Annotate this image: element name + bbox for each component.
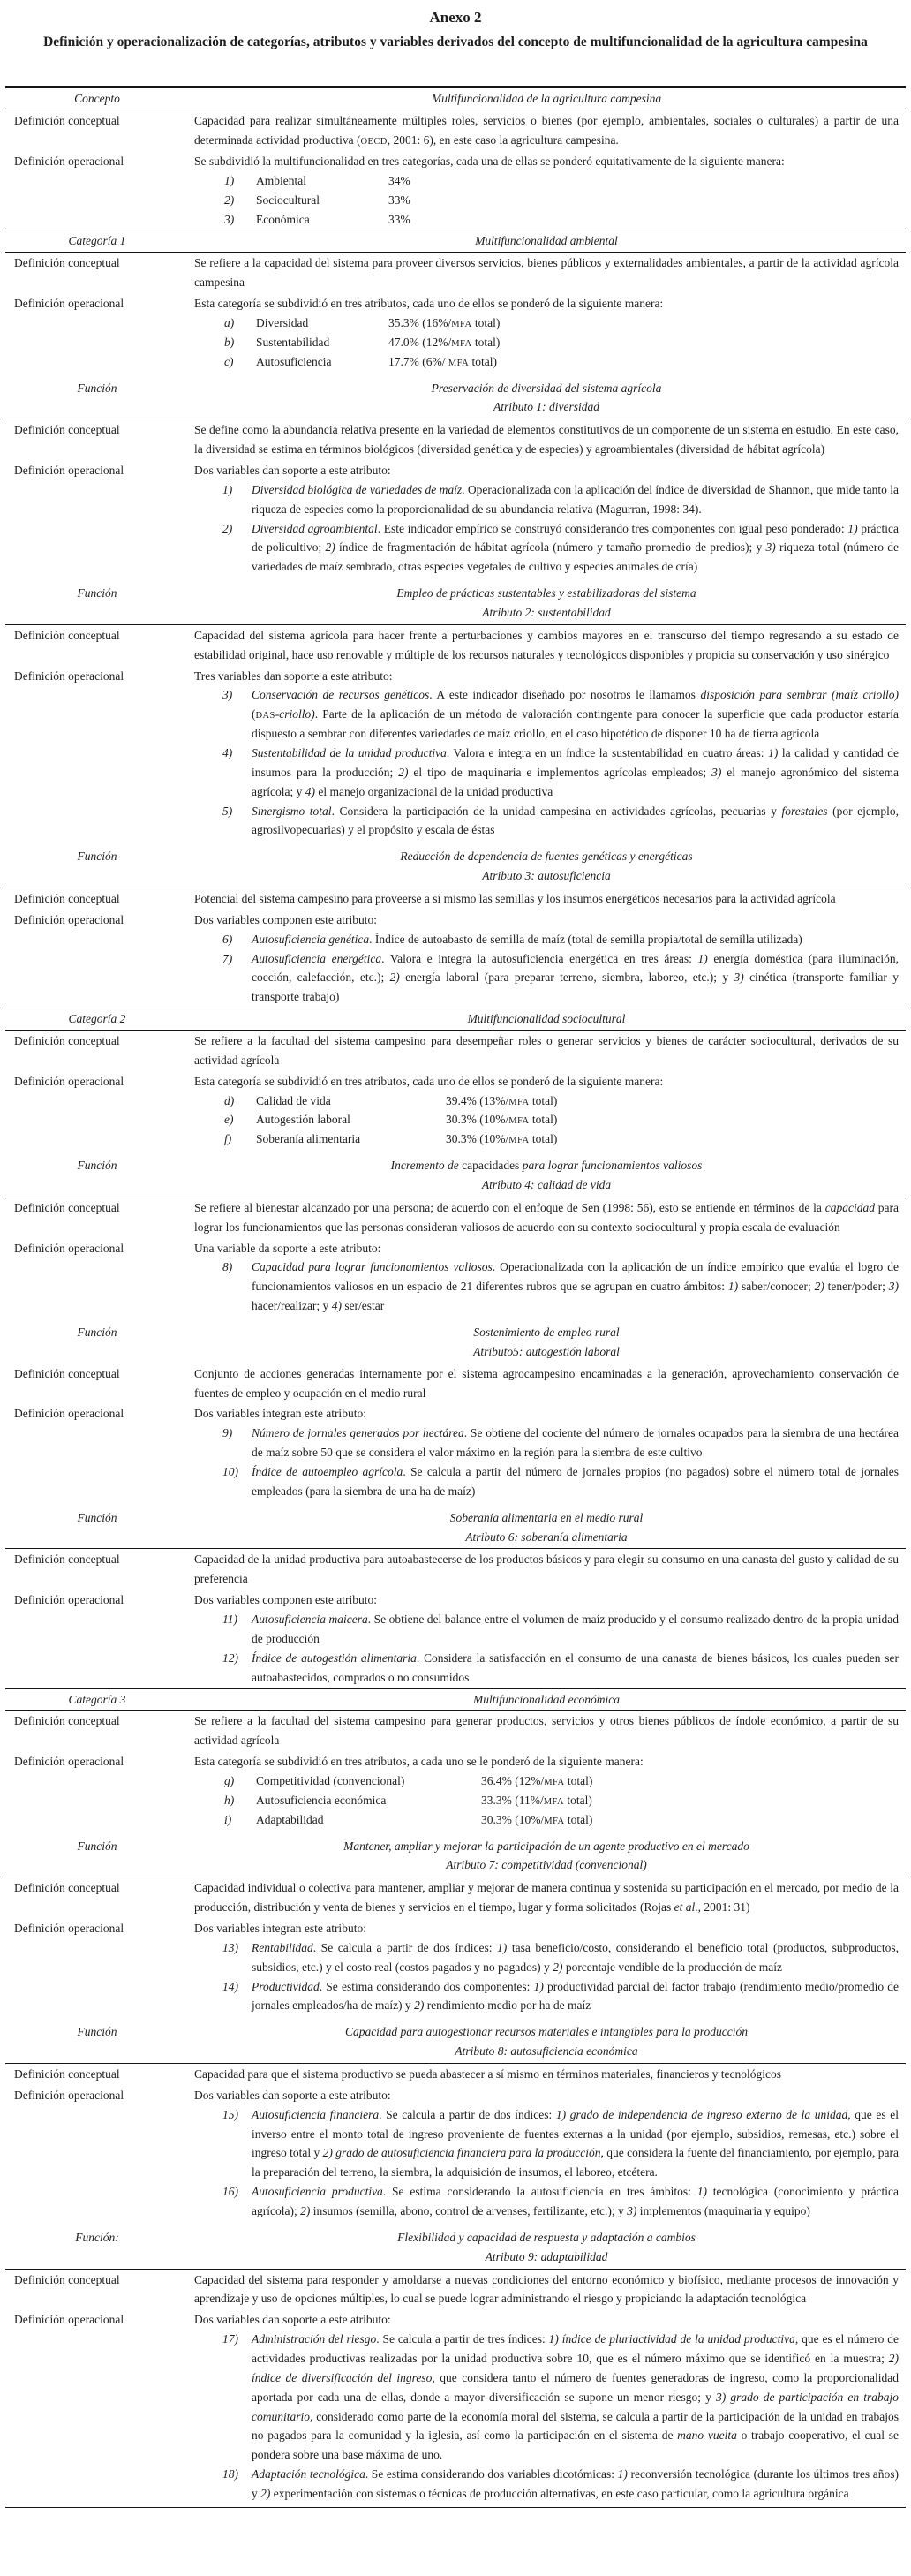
- row-content: [192, 625, 906, 666]
- weight-item-value: 35.3% (16%/MFA total): [388, 315, 501, 329]
- variable-item-marker: 7): [222, 951, 233, 965]
- variable-item: [222, 685, 899, 744]
- variable-item: [222, 1610, 899, 1649]
- weight-item-name: Soberanía alimentaria: [256, 1132, 361, 1146]
- table-row: [5, 2309, 906, 2504]
- atributo-name: Atributo 8: autosuficiencia económica: [455, 2044, 638, 2059]
- variable-item-text: Autosuficiencia genética. Índice de autoabasto de semilla de maíz (total de semilla propia/total de semilla utilizada): [252, 932, 802, 946]
- row-content: [192, 460, 906, 578]
- variable-item-text: Diversidad biológica de variedades de maíz. Operacionalizada con la aplicación del índice de diversidad de Shannon, que mide tanto la riqueza de especies como la proporcionalidad de su abundancia relativa (Magurran, 1998: 34).: [252, 482, 899, 516]
- row-content: [192, 419, 906, 460]
- definition-text: Tres variables dan soporte a este atributo:: [194, 669, 393, 683]
- definition-text: Capacidad para realizar simultáneamente múltiples roles, servicios o bienes (por ejemplo, ambientales, sociales o culturales) a partir de una determinada actividad productiva (OECD, 2001: 6), en este caso la agricultura campesina.: [194, 114, 899, 147]
- row-label: Función: [77, 381, 117, 395]
- weight-item-marker: g): [224, 1773, 235, 1787]
- row-label: Definición conceptual: [14, 2272, 120, 2286]
- row-label: Función: [77, 1510, 117, 1524]
- variable-item-text: Índice de autoempleo agrícola. Se calcula a partir del número de jornales propios (no pagados) sobre el número total de jornales empleados (para la siembra de una ha de maíz): [252, 1465, 899, 1498]
- table-row: [5, 1197, 906, 1238]
- row-label: Definición operacional: [14, 463, 124, 477]
- variable-list: [194, 2105, 899, 2221]
- variable-item-marker: 13): [222, 1940, 238, 1954]
- definition-text: Capacidad de la unidad productiva para autoabastecerse de los productos básicos y para elegir su consumo en una canasta del gusto y calidad de su preferencia: [194, 1552, 899, 1586]
- weight-item-marker: c): [224, 354, 234, 368]
- atributo-name: Atributo5: autogestión laboral: [473, 1344, 620, 1358]
- row-content: [192, 1502, 906, 1549]
- variable-list: [194, 2330, 899, 2504]
- table-row: [5, 1711, 906, 1751]
- variable-item-marker: 12): [222, 1651, 238, 1665]
- funcion-name: Reducción de dependencia de fuentes genéticas y energéticas: [400, 850, 693, 864]
- variable-item-text: Autosuficiencia maicera. Se obtiene del balance entre el volumen de maíz producido y el consumo realizado dentro de la propia unidad de producción: [252, 1613, 899, 1645]
- row-label: Función: [77, 850, 117, 864]
- variable-item: [222, 2182, 899, 2221]
- definition-text: Se refiere a la facultad del sistema campesino para desempeñar roles o generar servicios y bienes de carácter sociocultural, derivados de su actividad agrícola: [194, 1034, 899, 1067]
- row-label: Categoría 1: [68, 234, 126, 248]
- variable-item-text: Sinergismo total. Considera la participación de la unidad campesina en actividades agrícolas, pecuarias y forestales (por ejemplo, agrosilvopecuarias) y el propósito y escala de éstas: [252, 804, 899, 837]
- row-content: [192, 373, 906, 419]
- variable-item-marker: 15): [222, 2107, 238, 2121]
- row-label: Función:: [75, 2230, 119, 2244]
- weight-item-name: Económica: [256, 212, 310, 226]
- weight-item-marker: e): [224, 1113, 234, 1127]
- variable-item: [222, 2465, 899, 2504]
- table-row: [5, 2016, 906, 2064]
- variable-item-marker: 9): [222, 1426, 233, 1440]
- definition-text: Se refiere al bienestar alcanzado por una persona; de acuerdo con el enfoque de Sen (1998: 56), esto se entiende en términos de la capacidad para lograr los funcionamientos que las personas consideran valiosos de acuerdo con su contexto sociocultural y propia escala de evaluación: [194, 1200, 900, 1234]
- row-content: [192, 1031, 906, 1071]
- definition-text: Esta categoría se subdividió en tres atributos, cada uno de ellos se ponderó de la siguiente manera:: [194, 297, 664, 311]
- weight-item-value: 30.3% (10%/MFA total): [446, 1113, 558, 1127]
- row-label: Función: [77, 1839, 117, 1853]
- row-label: Definición operacional: [14, 297, 124, 311]
- weight-list: [194, 314, 899, 372]
- weight-item-name: Autosuficiencia económica: [256, 1793, 387, 1807]
- definition-text: Capacidad para que el sistema productivo se pueda abastecer a sí mismo en términos materiales, financieros y tecnológicos: [194, 2066, 782, 2081]
- row-label: Función: [77, 1326, 117, 1340]
- row-content: [192, 2222, 906, 2269]
- table-row: [5, 1502, 906, 1550]
- row-label: Definición operacional: [14, 1755, 124, 1769]
- table-row: [5, 1150, 906, 1197]
- row-label: Definición operacional: [14, 1074, 124, 1088]
- row-content: [192, 841, 906, 888]
- row-content: Multifuncionalidad ambiental: [475, 234, 618, 248]
- table-row: [5, 2064, 906, 2085]
- weight-item-value: 39.4% (13%/MFA total): [446, 1093, 558, 1107]
- table-row: [5, 373, 906, 420]
- table-row: [5, 87, 906, 110]
- row-content: [192, 910, 906, 1008]
- variable-item-text: Autosuficiencia financiera. Se calcula a partir de dos índices: 1) grado de independencia de ingreso externo de la unidad, que es el inverso entre el monto total de ingreso proveniente de fuentes externas a la unidad (por ejemplo, subsidios, remesas, etc.) sobre el ingreso total y 2) grado de autosuficiencia financiera para la producción, que considera la fuente del financiamiento, por ejemplo, para la preparación del terreno, la siembra, la adquisición de insumos, el laboreo, etcétera.: [252, 2107, 899, 2179]
- table-row: [5, 1317, 906, 1364]
- variable-list: [194, 685, 899, 840]
- table-row: [5, 419, 906, 460]
- weight-item-marker: 1): [224, 173, 235, 187]
- variable-item: [222, 519, 899, 578]
- weight-item-value: 34%: [388, 173, 410, 187]
- row-label: Definición operacional: [14, 912, 124, 926]
- definition-text: Potencial del sistema campesino para proveerse a sí mismo las semillas y los insumos energéticos necesarios para la actividad agrícola: [194, 891, 836, 905]
- weight-item-marker: a): [224, 315, 235, 329]
- row-content: Multifuncionalidad sociocultural: [467, 1012, 626, 1026]
- definition-text: Se subdividió la multifuncionalidad en tres categorías, cada una de ellas se ponderó equitativamente de la siguiente manera:: [194, 155, 785, 169]
- table-row: [5, 578, 906, 625]
- row-content: [192, 2016, 906, 2063]
- table-row: [5, 1008, 906, 1031]
- variable-list: [194, 930, 899, 1007]
- definition-text: Dos variables dan soporte a este atributo:: [194, 2088, 391, 2102]
- row-content: [192, 578, 906, 624]
- weight-item-value: 33%: [388, 193, 410, 207]
- definition-text: Capacidad del sistema agrícola para hacer frente a perturbaciones y cambios mayores en el transcurso del tiempo regresando a su estado de estabilidad original, hace uso renovable y múltiple de los recursos naturales y tecnológicos disponibles y propicia su conservación y uso sinérgico: [194, 628, 899, 661]
- table-row: [5, 1751, 906, 1830]
- weight-item-name: Autosuficiencia: [256, 354, 332, 368]
- row-content: [192, 1751, 906, 1830]
- weight-item-value: 30.3% (10%/MFA total): [481, 1812, 593, 1826]
- row-label: Definición operacional: [14, 1921, 124, 1935]
- definition-text: Dos variables dan soporte a este atributo:: [194, 463, 391, 477]
- row-content: [192, 151, 906, 230]
- row-content: [192, 1918, 906, 2016]
- table-row: [5, 1590, 906, 1688]
- definition-text: Capacidad del sistema para responder y amoldarse a nuevas condiciones del entorno económico y biofísico, mediante procesos de innovación y aprendizaje y uso de opciones múltiples, lo cual se puede lograr administrando el riesgo y propiciando la adaptación tecnológica: [194, 2272, 899, 2306]
- definition-text: Dos variables integran este atributo:: [194, 1921, 366, 1935]
- row-content: [192, 1403, 906, 1501]
- variable-item-text: Autosuficiencia productiva. Se estima considerando la autosuficiencia en tres ámbitos: 1) tecnológica (conocimiento y práctica agrícola); 2) insumos (semilla, abono, control de arvenses, fertilizante, etc.); y 3) implementos (maquinaria y equipo): [252, 2185, 899, 2217]
- atributo-name: Atributo 9: adaptabilidad: [485, 2249, 608, 2263]
- variable-item-text: Índice de autogestión alimentaria. Considera la satisfacción en el consumo de una canasta de bienes básicos, los cuales pueden ser autoabastecidos, comprados o no consumidos: [252, 1651, 900, 1684]
- table-row: [5, 625, 906, 666]
- funcion-name: Mantener, ampliar y mejorar la participación de un agente productivo en el mercado: [343, 1839, 749, 1853]
- row-content: [192, 1549, 906, 1590]
- variable-item-marker: 4): [222, 745, 233, 759]
- funcion-name: Incremento de capacidades para lograr funcionamientos valiosos: [390, 1159, 703, 1173]
- definition-text: Dos variables componen este atributo:: [194, 912, 377, 926]
- row-label: Definición conceptual: [14, 114, 120, 128]
- row-content: [192, 2270, 906, 2310]
- variable-list: [194, 1610, 899, 1687]
- weight-item-name: Calidad de vida: [256, 1093, 331, 1107]
- row-label: Función: [77, 2025, 117, 2039]
- variable-item: [222, 1977, 899, 2016]
- row-label: Definición conceptual: [14, 1881, 120, 1895]
- weight-item-name: Sustentabilidad: [256, 335, 330, 349]
- funcion-name: Flexibilidad y capacidad de respuesta y adaptación a cambios: [397, 2230, 696, 2244]
- weight-item-value: 17.7% (6%/ MFA total): [388, 354, 497, 368]
- variable-item-marker: 2): [222, 521, 233, 535]
- weight-item-marker: h): [224, 1793, 235, 1807]
- variable-item-marker: 17): [222, 2332, 238, 2346]
- definition-text: Conjunto de acciones generadas internamente por el sistema agrocampesino encaminadas a la generación, aprovechamiento conservación de fuentes de empleo y ocupación en el medio rural: [194, 1366, 899, 1400]
- variable-item-marker: 6): [222, 932, 233, 946]
- row-content: [192, 1831, 906, 1877]
- row-content: Multifuncionalidad de la agricultura campesina: [431, 92, 662, 106]
- variable-item-text: Capacidad para lograr funcionamientos valiosos. Operacionalizada con la aplicación de un índice empírico que evalúa el logro de funcionamientos valiosos en un espacio de 21 diferentes rubros que se agrupan en cuatro ámbitos: 1) saber/conocer; 2) tener/poder; 3) hacer/realizar; y 4) ser/estar: [252, 1260, 900, 1313]
- variable-item: [222, 1258, 899, 1316]
- row-content: [192, 293, 906, 372]
- weight-item-marker: 3): [224, 212, 235, 226]
- definition-text: Se refiere a la facultad del sistema campesino para generar productos, servicios y otros bienes públicos de índole económico, a partir de su actividad agrícola: [194, 1714, 899, 1748]
- definition-text: Dos variables dan soporte a este atributo:: [194, 2313, 391, 2327]
- variable-item-text: Sustentabilidad de la unidad productiva. Valora e integra en un índice la sustentabilidad en cuatro áreas: 1) la calidad y cantidad de insumos para la producción; 2) el tipo de maquinaria e implementos agrícolas empleados; 3) el manejo agronómico del sistema agrícola; y 4) el manejo organizacional de la unidad productiva: [252, 745, 900, 798]
- variable-item-marker: 11): [222, 1613, 237, 1627]
- row-content: [192, 2309, 906, 2504]
- funcion-name: Empleo de prácticas sustentables y estabilizadoras del sistema: [396, 586, 696, 601]
- funcion-name: Preservación de diversidad del sistema agrícola: [431, 381, 662, 395]
- table-row: [5, 151, 906, 230]
- variable-item: [222, 949, 899, 1008]
- variable-item-marker: 8): [222, 1260, 233, 1274]
- table-row: [5, 230, 906, 253]
- variable-item-marker: 3): [222, 688, 233, 702]
- variable-item-text: Rentabilidad. Se calcula a partir de dos índices: 1) tasa beneficio/costo, considerando el beneficio total (productos, subproductos, subsidios, etc.) y el costo real (costos pagados y no pagados) y 2) porcentaje vendible de la producción de maíz: [252, 1940, 899, 1974]
- row-label: Función: [77, 586, 117, 601]
- row-label: Concepto: [74, 92, 120, 106]
- atributo-name: Atributo 6: soberanía alimentaria: [465, 1530, 628, 1544]
- row-content: [192, 1877, 906, 1918]
- definition-text: Esta categoría se subdividió en tres atributos, a cada uno se le ponderó de la siguiente manera:: [194, 1755, 644, 1769]
- definition-text: Se refiere a la capacidad del sistema para proveer diversos servicios, bienes públicos y externalidades ambientales, a partir de la actividad agrícola campesina: [194, 256, 899, 290]
- row-content: [192, 1590, 906, 1688]
- table-row: [5, 460, 906, 578]
- table-row: [5, 1238, 906, 1317]
- table-row: [5, 253, 906, 293]
- table-row: [5, 1031, 906, 1071]
- variable-item-marker: 5): [222, 804, 233, 818]
- table-row: [5, 1688, 906, 1711]
- variable-item-marker: 1): [222, 482, 233, 496]
- variable-item: [222, 744, 899, 802]
- table-row: [5, 2270, 906, 2310]
- row-label: Definición operacional: [14, 1407, 124, 1421]
- table-row: [5, 888, 906, 910]
- weight-item-marker: d): [224, 1093, 235, 1107]
- funcion-name: Capacidad para autogestionar recursos materiales e intangibles para la producción: [344, 2025, 749, 2039]
- variable-item-text: Número de jornales generados por hectárea. Se obtiene del cociente del número de jornales ocupados para la siembra de una hectárea de maíz sobre 50 que se considera el valor máximo en la región para la siembra de este cultivo: [252, 1426, 899, 1460]
- row-content: [192, 888, 906, 910]
- weight-item-marker: 2): [224, 193, 235, 207]
- row-label: Definición conceptual: [14, 1034, 120, 1047]
- row-label: Definición conceptual: [14, 891, 120, 905]
- row-content: Multifuncionalidad económica: [472, 1692, 621, 1706]
- variable-item: [222, 1649, 899, 1688]
- variable-item-marker: 10): [222, 1465, 238, 1479]
- row-content: [192, 1150, 906, 1197]
- row-label: Definición conceptual: [14, 1200, 120, 1214]
- weight-item-marker: f): [224, 1132, 232, 1146]
- row-label: Definición operacional: [14, 155, 124, 169]
- weight-item-marker: i): [224, 1812, 232, 1826]
- row-label: Categoría 3: [68, 1692, 126, 1706]
- variable-list: [194, 1424, 899, 1500]
- row-content: [192, 1364, 906, 1404]
- weight-item-name: Autogestión laboral: [256, 1113, 350, 1127]
- variable-item-marker: 18): [222, 2467, 238, 2482]
- table-row: [5, 910, 906, 1008]
- table-row: [5, 1549, 906, 1590]
- row-content: [192, 2085, 906, 2222]
- weight-item-name: Adaptabilidad: [256, 1812, 324, 1826]
- row-label: Definición conceptual: [14, 1552, 120, 1567]
- row-label: Definición conceptual: [14, 423, 120, 437]
- atributo-name: Atributo 4: calidad de vida: [481, 1178, 612, 1192]
- row-content: [192, 1071, 906, 1150]
- row-content: [192, 1238, 906, 1317]
- weight-item-name: Sociocultural: [256, 193, 320, 207]
- table-row: [5, 1918, 906, 2016]
- table-row: [5, 1877, 906, 1918]
- weight-item-marker: b): [224, 335, 235, 349]
- definition-table: [5, 86, 906, 2507]
- variable-item: [222, 1462, 899, 1501]
- variable-item-marker: 14): [222, 1979, 238, 1993]
- table-row: [5, 1831, 906, 1878]
- annex-subtitle: Definición y operacionalización de categorías, atributos y variables derivados del concepto de multifuncionalidad de la agricultura campesina: [43, 34, 868, 49]
- annex-title: Anexo 2: [429, 9, 482, 26]
- row-label: Definición operacional: [14, 669, 124, 683]
- row-content: [192, 253, 906, 293]
- weight-list: [194, 1092, 899, 1150]
- variable-item-marker: 16): [222, 2185, 238, 2199]
- funcion-name: Sostenimiento de empleo rural: [473, 1326, 620, 1340]
- table-row: [5, 2222, 906, 2270]
- table-row: [5, 2085, 906, 2222]
- definition-text: Una variable da soporte a este atributo:: [194, 1241, 381, 1255]
- variable-item-text: Adaptación tecnológica. Se estima considerando dos variables dicotómicas: 1) reconversión tecnológica (durante los últimos tres años) y 2) experimentación con sistemas o técnicas de producción alternativas, en este caso particular, como la agricultura orgánica: [252, 2467, 899, 2501]
- row-label: Definición conceptual: [14, 1714, 120, 1728]
- weight-item-value: 47.0% (12%/MFA total): [388, 335, 501, 349]
- variable-item-text: Productividad. Se estima considerando dos componentes: 1) productividad parcial del factor trabajo (rendimiento medio/promedio de jornales empleados/ha de maíz) y 2) rendimiento medio por ha de maíz: [252, 1979, 900, 2013]
- row-label: Definición conceptual: [14, 1366, 120, 1380]
- definition-text: Se define como la abundancia relativa presente en la variedad de elementos constitutivos de un componente de un sistema en estudio. En este caso, la diversidad se estima en términos biológicos (diversidad genética y de especies) y agroambientales (diversidad de hábitat agrícola): [194, 423, 899, 457]
- row-label: Definición operacional: [14, 2313, 124, 2327]
- title-block: [0, 9, 911, 52]
- variable-item: [222, 1424, 899, 1462]
- table-row: [5, 1364, 906, 1404]
- variable-list: [194, 1938, 899, 2015]
- atributo-name: Atributo 1: diversidad: [493, 400, 599, 414]
- row-content: [192, 666, 906, 842]
- table-row: [5, 841, 906, 888]
- row-label: Definición operacional: [14, 2088, 124, 2102]
- row-label: Definición conceptual: [14, 256, 120, 270]
- atributo-name: Atributo 2: sustentabilidad: [482, 605, 611, 619]
- weight-item-value: 30.3% (10%/MFA total): [446, 1132, 558, 1146]
- definition-text: Esta categoría se subdividió en tres atributos, cada uno de ellos se ponderó de la siguiente manera:: [194, 1074, 664, 1088]
- variable-item: [222, 802, 899, 841]
- table-row: [5, 110, 906, 151]
- funcion-name: Soberanía alimentaria en el medio rural: [449, 1510, 644, 1524]
- weight-item-value: 33%: [388, 212, 410, 226]
- variable-list: [194, 480, 899, 577]
- variable-item: [222, 2105, 899, 2182]
- definition-text: Capacidad individual o colectiva para mantener, ampliar y mejorar de manera continua y sostenida su participación en el mercado, por medio de la producción, distribución y venta de bienes y servicios en el tiempo, lugar y forma solicitados (Rojas et al., 2001: 31): [194, 1881, 899, 1915]
- row-label: Categoría 2: [68, 1012, 126, 1026]
- variable-item-text: Autosuficiencia energética. Valora e integra la autosuficiencia energética en tres áreas: 1) energía doméstica (para iluminación, cocción, calefacción, etc.); 2) energía laboral (para preparar terreno, siembra, laboreo, etc.); y 3) cinética (transporte familiar y transporte trabajo): [252, 951, 900, 1004]
- weight-item-value: 33.3% (11%/MFA total): [481, 1793, 592, 1807]
- definition-text: Dos variables componen este atributo:: [194, 1593, 377, 1607]
- variable-item: [222, 2330, 899, 2465]
- row-label: Definición conceptual: [14, 2066, 120, 2081]
- weight-list: [194, 1771, 899, 1830]
- weight-item-name: Competitividad (convencional): [256, 1773, 405, 1787]
- row-content: [192, 1317, 906, 1364]
- row-label: Función: [77, 1159, 117, 1173]
- variable-item-text: Conservación de recursos genéticos. A este indicador diseñado por nosotros le llamamos disposición para sembrar (maíz criollo) (DAS-criollo). Parte de la aplicación de un método de valoración contingente para conocer la superficie que cada productor estaría dispuesto a sembrar con diferentes variedades de maíz criollo, en el caso hipotético de disponer 10 ha de tierra agrícola: [252, 688, 900, 741]
- variable-item-text: Diversidad agroambiental. Este indicador empírico se construyó considerando tres componentes con igual peso ponderado: 1) práctica de policultivo; 2) índice de fragmentación de hábitat agrícola (número y tamaño promedio de predios); y 3) riqueza total (número de variedades de maíz sembrado, otras especies vegetales de cultivo y especies animales de cría): [252, 521, 899, 574]
- row-label: Definición operacional: [14, 1241, 124, 1255]
- variable-item: [222, 930, 899, 949]
- weight-item-value: 36.4% (12%/MFA total): [481, 1773, 593, 1787]
- row-label: Definición conceptual: [14, 628, 120, 642]
- row-content: [192, 110, 906, 151]
- weight-item-name: Diversidad: [256, 315, 309, 329]
- definition-text: Dos variables integran este atributo:: [194, 1407, 366, 1421]
- atributo-name: Atributo 3: autosuficiencia: [482, 869, 611, 883]
- row-content: [192, 2064, 906, 2085]
- row-content: [192, 1711, 906, 1751]
- table-row: [5, 1071, 906, 1150]
- weight-list: [194, 171, 899, 230]
- variable-list: [194, 1258, 899, 1316]
- atributo-name: Atributo 7: competitividad (convencional): [446, 1858, 647, 1872]
- variable-item-text: Administración del riesgo. Se calcula a partir de tres índices: 1) índice de pluriactividad de la unidad productiva, que es el número de actividades productivas realizadas por la unidad productiva sobre 10, que es el número máximo que se identificó en la muestra; 2) índice de diversificación del ingreso, que considera tanto el número de fuentes generadoras de ingreso, como la proporcionalidad aportada por cada una de ellas, donde a mayor diversificación se supone un menor riesgo; y 3) grado de participación en trabajo comunitario, considerado como parte de la economía moral del sistema, se calcula a partir de la participación de la unidad en trabajos no pagados para la comunidad y la iglesia, así como la participación en el sistema de mano vuelta o trabajo cooperativo, el cual se pondera sobre una base máxima de uno.: [252, 2332, 899, 2462]
- table-row: [5, 293, 906, 372]
- variable-item: [222, 480, 899, 519]
- variable-item: [222, 1938, 899, 1977]
- weight-item-name: Ambiental: [256, 173, 306, 187]
- row-label: Definición operacional: [14, 1593, 124, 1607]
- table-row: [5, 666, 906, 842]
- table-row: [5, 1403, 906, 1501]
- row-content: [192, 1197, 906, 1238]
